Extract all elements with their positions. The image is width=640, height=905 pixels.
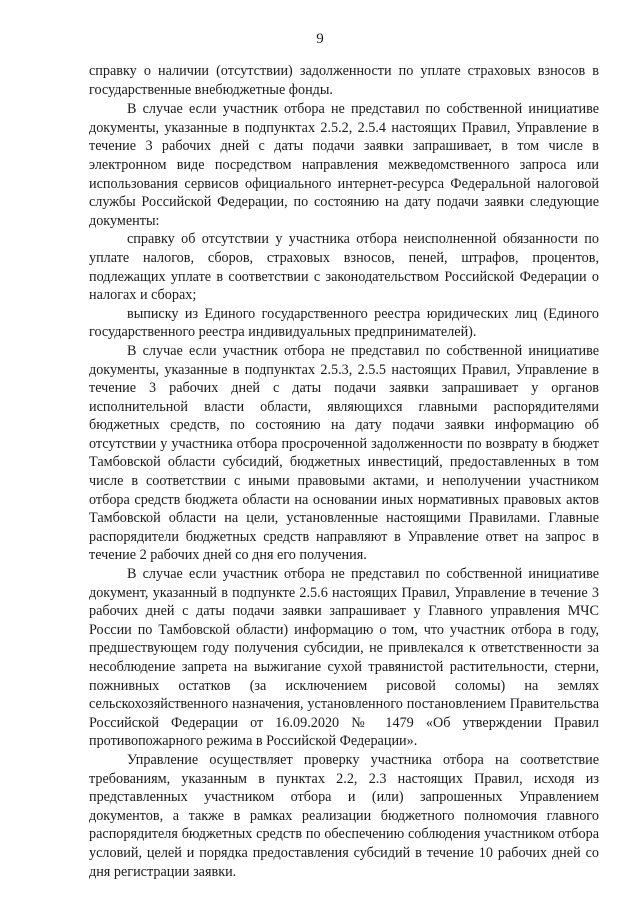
paragraph-compliance-check: Управление осуществляет проверку участника отбора на соответствие требованиям, указанным в пунктах 2.2, 2.3 настоящих Правил, исходя из представленных участником отбора и (или) запрошенных Управлением документов, а также в рамках реализации бюджетного полномочия главного распорядителя бюджетных средств по обеспечению соблюдения участником отбора условий, целей и порядка предоставления субсидий в течение 10 рабочих дней со дня регистрации заявки. <box>89 751 599 880</box>
paragraph-tax-obligation-certificate: справку об отсутствии у участника отбора неисполненной обязанности по уплате налогов, сборов, страховых взносов, пеней, штрафов, процентов, подлежащих уплате в соответствии с законодательством Российской Федерации о налогах и сборах; <box>89 231 599 304</box>
paragraph-budget-debt-request: В случае если участник отбора не представил по собственной инициативе документы, указанные в подпунктах 2.5.3, 2.5.5 настоящих Правил, Управление в течение 3 рабочих дней с даты подачи заявки запрашивает у органов исполнительной власти области, являющихся главными распорядителями бюджетных средств, по состоянию на дату подачи заявки информацию об отсутствии у участника отбора просроченной задолженности по возврату в бюджет Тамбовской области субсидий, бюджетных инвестиций, предоставленных в том числе в соответствии с иными правовыми актами, и неполучении участником отбора средств бюджета области на основании иных нормативных правовых актов Тамбовской области на цели, установленные настоящими Правилами. Главные распорядители бюджетных средств направляют в Управление ответ на запрос в течение 2 рабочих дней со дня его получения. <box>89 342 599 564</box>
paragraph-insurance-debt-certificate: справку о наличии (отсутствии) задолженности по уплате страховых взносов в государственные внебюджетные фонды. <box>89 63 599 98</box>
page-number: 9 <box>316 31 324 47</box>
paragraph-tax-service-request: В случае если участник отбора не представил по собственной инициативе документы, указанные в подпунктах 2.5.2, 2.5.4 настоящих Правил, Управление в течение 3 рабочих дней с даты подачи заявки запрашивает, в том числе в электронном виде посредством направления межведомственного запроса или использования сервисов официального интернет-ресурса Федеральной налоговой службы Российской Федерации, по состоянию на дату подачи заявки следующие документы: <box>89 101 599 229</box>
paragraph-emergency-ministry-request: В случае если участник отбора не представил по собственной инициативе документ, указанный в подпункте 2.5.6 настоящих Правил, Управление в течение 3 рабочих дней с даты подачи заявки запрашивает у Главного управления МЧС России по Тамбовской области) информацию о том, что участник отбора в году, предшествующем году получения субсидии, не привлекался к ответственности за несоблюдение запрета на выжигание сухой травянистой растительности, стерни, пожнивных остатков (за исключением рисовой соломы) на землях сельскохозяйственного назначения, установленного постановлением Правительства Российской Федерации от 16.09.2020 № 1479 «Об утверждении Правил противопожарного режима в Российской Федерации». <box>89 566 599 750</box>
document-body <box>89 62 599 881</box>
paragraph-registry-extract: выписку из Единого государственного реестра юридических лиц (Единого государственного реестра индивидуальных предпринимателей). <box>89 305 599 341</box>
